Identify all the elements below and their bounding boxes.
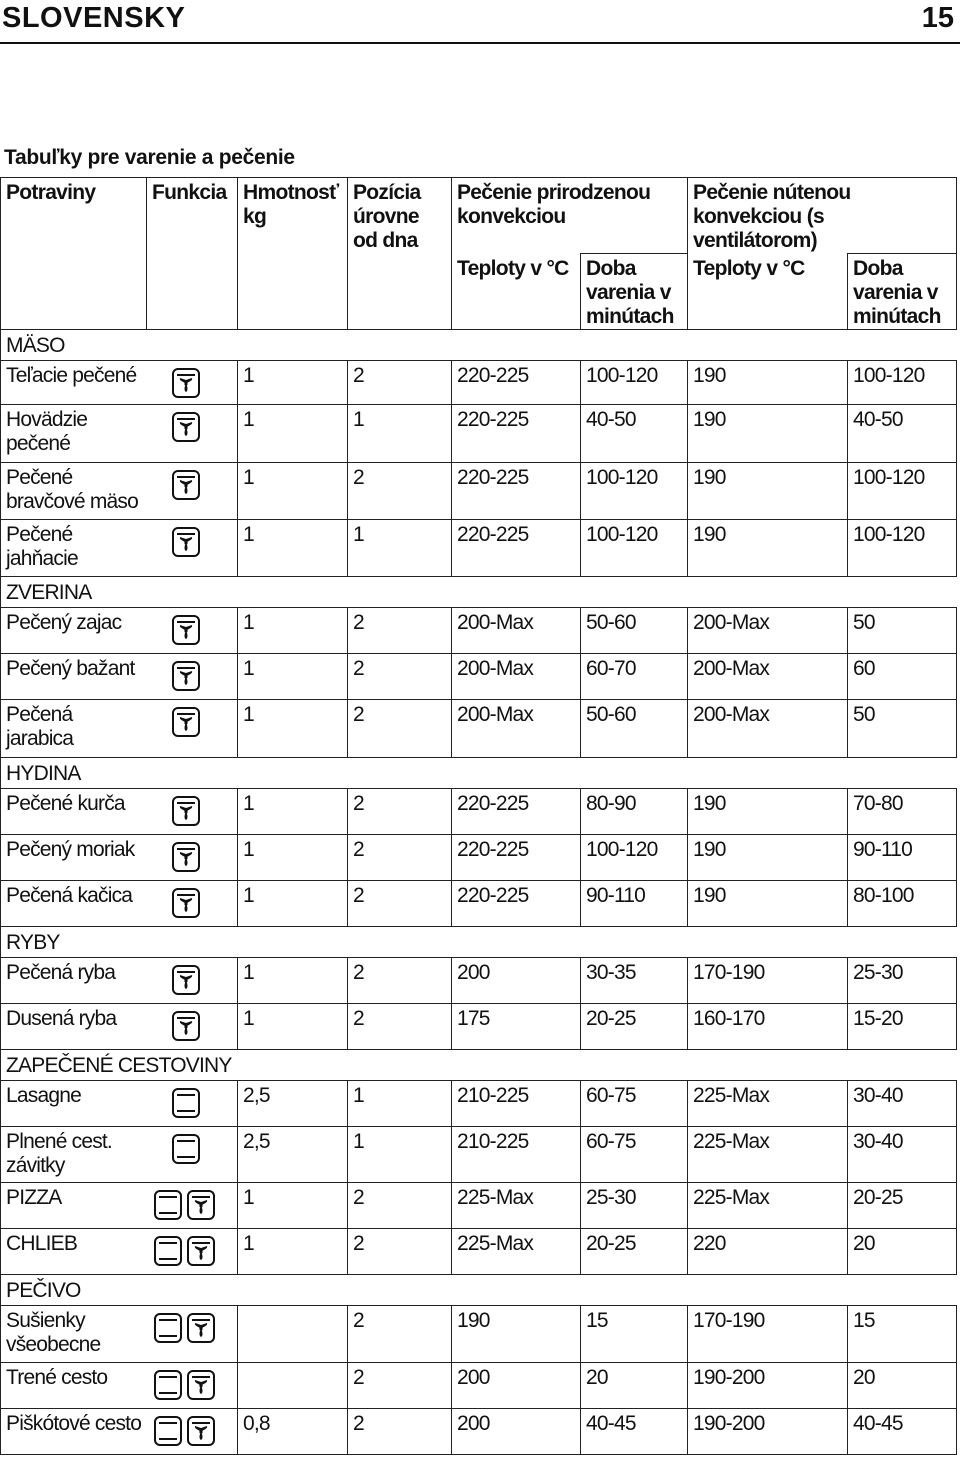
category-label: MÄSO xyxy=(1,330,957,361)
fan-oven-icon xyxy=(171,964,201,996)
table-row xyxy=(1,405,957,463)
food-name: Trené cesto xyxy=(1,1363,147,1409)
forced-temp-value: 190 xyxy=(688,789,848,835)
table-row xyxy=(1,1409,957,1455)
natural-temp-value: 210-225 xyxy=(452,1081,581,1127)
level-value: 1 xyxy=(348,1081,452,1127)
natural-time-value: 100-120 xyxy=(581,361,688,405)
fan-oven-icon xyxy=(171,706,201,738)
forced-time-value: 100-120 xyxy=(848,361,957,405)
natural-time-value: 40-50 xyxy=(581,405,688,463)
natural-temp-value: 225-Max xyxy=(452,1183,581,1229)
function-icons xyxy=(147,700,238,758)
natural-temp-value: 210-225 xyxy=(452,1127,581,1183)
weight-value: 1 xyxy=(238,881,348,927)
fan-oven-icon xyxy=(186,1312,216,1344)
function-icons xyxy=(147,654,238,700)
level-value: 2 xyxy=(348,1229,452,1275)
food-name: Pečený zajac xyxy=(1,608,147,654)
natural-temp-value: 220-225 xyxy=(452,463,581,520)
food-name: Hovädzie pečené xyxy=(1,405,147,463)
category-row xyxy=(1,330,957,361)
natural-time-value: 100-120 xyxy=(581,520,688,577)
category-label: PEČIVO xyxy=(1,1275,957,1306)
level-value: 2 xyxy=(348,1183,452,1229)
natural-temp-value: 200 xyxy=(452,1409,581,1455)
category-row xyxy=(1,577,957,608)
forced-time-value: 30-40 xyxy=(848,1081,957,1127)
table-row xyxy=(1,1081,957,1127)
food-name: Pečené jahňacie xyxy=(1,520,147,577)
natural-time-value: 40-45 xyxy=(581,1409,688,1455)
weight-value: 0,8 xyxy=(238,1409,348,1455)
top-bottom-heat-icon xyxy=(153,1189,183,1221)
function-icons xyxy=(147,608,238,654)
level-value: 2 xyxy=(348,1409,452,1455)
natural-temp-value: 200 xyxy=(452,1363,581,1409)
page-number: 15 xyxy=(921,2,954,34)
forced-temp-value: 225-Max xyxy=(688,1127,848,1183)
weight-value: 1 xyxy=(238,789,348,835)
natural-time-value: 60-75 xyxy=(581,1127,688,1183)
table-row xyxy=(1,463,957,520)
table-row xyxy=(1,958,957,1004)
level-value: 2 xyxy=(348,958,452,1004)
forced-temp-value: 190-200 xyxy=(688,1409,848,1455)
category-label: ZVERINA xyxy=(1,577,957,608)
natural-time-value: 60-75 xyxy=(581,1081,688,1127)
food-name: CHLIEB xyxy=(1,1229,147,1275)
forced-temp-value: 225-Max xyxy=(688,1183,848,1229)
natural-temp-value: 175 xyxy=(452,1004,581,1050)
food-name: Pečené kurča xyxy=(1,789,147,835)
table-row xyxy=(1,520,957,577)
top-bottom-heat-icon xyxy=(153,1312,183,1344)
food-name: Pečená ryba xyxy=(1,958,147,1004)
natural-time-value: 50-60 xyxy=(581,608,688,654)
function-icons xyxy=(147,1183,238,1229)
forced-temp-value: 190 xyxy=(688,405,848,463)
weight-value: 1 xyxy=(238,463,348,520)
fan-oven-icon xyxy=(186,1415,216,1447)
forced-time-value: 20 xyxy=(848,1229,957,1275)
function-icons xyxy=(147,520,238,577)
table-row xyxy=(1,1183,957,1229)
function-icons xyxy=(147,1081,238,1127)
forced-time-value: 15-20 xyxy=(848,1004,957,1050)
fan-oven-icon xyxy=(171,367,201,399)
natural-temp-value: 190 xyxy=(452,1306,581,1363)
natural-temp-value: 200 xyxy=(452,958,581,1004)
header-rule xyxy=(0,42,960,44)
natural-time-value: 80-90 xyxy=(581,789,688,835)
level-value: 1 xyxy=(348,1127,452,1183)
forced-time-value: 25-30 xyxy=(848,958,957,1004)
food-name: Lasagne xyxy=(1,1081,147,1127)
forced-temp-value: 220 xyxy=(688,1229,848,1275)
forced-time-value: 100-120 xyxy=(848,520,957,577)
natural-temp-value: 225-Max xyxy=(452,1229,581,1275)
natural-temp-value: 220-225 xyxy=(452,405,581,463)
forced-time-value: 30-40 xyxy=(848,1127,957,1183)
fan-oven-icon xyxy=(171,614,201,646)
forced-time-value: 80-100 xyxy=(848,881,957,927)
forced-temp-value: 190 xyxy=(688,361,848,405)
natural-time-value: 50-60 xyxy=(581,700,688,758)
natural-temp-value: 220-225 xyxy=(452,361,581,405)
natural-time-value: 30-35 xyxy=(581,958,688,1004)
forced-time-value: 100-120 xyxy=(848,463,957,520)
food-name: PIZZA xyxy=(1,1183,147,1229)
function-icons xyxy=(147,835,238,881)
level-value: 2 xyxy=(348,835,452,881)
level-value: 1 xyxy=(348,405,452,463)
natural-time-value: 25-30 xyxy=(581,1183,688,1229)
weight-value: 1 xyxy=(238,608,348,654)
table-row xyxy=(1,789,957,835)
level-value: 2 xyxy=(348,881,452,927)
top-bottom-heat-icon xyxy=(153,1235,183,1267)
natural-temp-value: 200-Max xyxy=(452,608,581,654)
weight-value: 1 xyxy=(238,958,348,1004)
fan-oven-icon xyxy=(186,1369,216,1401)
category-row xyxy=(1,1275,957,1306)
weight-value: 1 xyxy=(238,835,348,881)
table-body xyxy=(1,330,957,1455)
fan-oven-icon xyxy=(186,1189,216,1221)
natural-temp-value: 220-225 xyxy=(452,789,581,835)
level-value: 2 xyxy=(348,789,452,835)
weight-value: 1 xyxy=(238,1004,348,1050)
food-name: Pečená kačica xyxy=(1,881,147,927)
weight-value: 1 xyxy=(238,654,348,700)
level-value: 2 xyxy=(348,654,452,700)
natural-time-value: 20 xyxy=(581,1363,688,1409)
table-row xyxy=(1,361,957,405)
function-icons xyxy=(147,1004,238,1050)
weight-value: 2,5 xyxy=(238,1127,348,1183)
fan-oven-icon xyxy=(171,411,201,443)
forced-time-value: 50 xyxy=(848,700,957,758)
weight-value: 1 xyxy=(238,405,348,463)
weight-value xyxy=(238,1363,348,1409)
food-name: Pečená jarabica xyxy=(1,700,147,758)
section-title: Tabuľky pre varenie a pečenie xyxy=(4,146,295,169)
table-row xyxy=(1,1004,957,1050)
natural-time-value: 100-120 xyxy=(581,835,688,881)
natural-temp-value: 200-Max xyxy=(452,654,581,700)
forced-temp-value: 190 xyxy=(688,835,848,881)
top-bottom-heat-icon xyxy=(171,1133,201,1165)
function-icons xyxy=(147,405,238,463)
level-value: 1 xyxy=(348,520,452,577)
forced-temp-value: 225-Max xyxy=(688,1081,848,1127)
table-row xyxy=(1,1229,957,1275)
forced-time-value: 60 xyxy=(848,654,957,700)
fan-oven-icon xyxy=(171,841,201,873)
category-label: ZAPEČENÉ CESTOVINY xyxy=(1,1050,957,1081)
category-row xyxy=(1,1050,957,1081)
col-header-natural-time: Doba varenia v minútach xyxy=(581,254,688,330)
fan-oven-icon xyxy=(171,469,201,501)
weight-value: 1 xyxy=(238,361,348,405)
food-name: Piškótové cesto xyxy=(1,1409,147,1455)
document-language-header: SLOVENSKY xyxy=(2,2,186,34)
forced-time-value: 40-45 xyxy=(848,1409,957,1455)
level-value: 2 xyxy=(348,700,452,758)
function-icons xyxy=(147,958,238,1004)
natural-time-value: 20-25 xyxy=(581,1004,688,1050)
table-row xyxy=(1,1127,957,1183)
function-icons xyxy=(147,1306,238,1363)
table-row xyxy=(1,881,957,927)
weight-value: 2,5 xyxy=(238,1081,348,1127)
natural-time-value: 100-120 xyxy=(581,463,688,520)
forced-temp-value: 190 xyxy=(688,520,848,577)
table-header-row xyxy=(1,178,957,254)
natural-time-value: 15 xyxy=(581,1306,688,1363)
forced-time-value: 40-50 xyxy=(848,405,957,463)
natural-time-value: 60-70 xyxy=(581,654,688,700)
col-header-natural-convection: Pečenie prirodzenou konvekciou xyxy=(452,178,688,254)
category-label: RYBY xyxy=(1,927,957,958)
top-bottom-heat-icon xyxy=(153,1415,183,1447)
col-header-weight: Hmotnosť kg xyxy=(238,178,348,330)
fan-oven-icon xyxy=(186,1235,216,1267)
level-value: 2 xyxy=(348,1363,452,1409)
top-bottom-heat-icon xyxy=(153,1369,183,1401)
level-value: 2 xyxy=(348,463,452,520)
natural-temp-value: 200-Max xyxy=(452,700,581,758)
level-value: 2 xyxy=(348,608,452,654)
category-row xyxy=(1,927,957,958)
function-icons xyxy=(147,1409,238,1455)
forced-temp-value: 200-Max xyxy=(688,608,848,654)
forced-temp-value: 190 xyxy=(688,881,848,927)
fan-oven-icon xyxy=(171,795,201,827)
table-row xyxy=(1,1363,957,1409)
natural-time-value: 90-110 xyxy=(581,881,688,927)
function-icons xyxy=(147,1127,238,1183)
col-header-food: Potraviny xyxy=(1,178,147,330)
level-value: 2 xyxy=(348,1306,452,1363)
fan-oven-icon xyxy=(171,660,201,692)
category-label: HYDINA xyxy=(1,758,957,789)
forced-time-value: 20-25 xyxy=(848,1183,957,1229)
top-bottom-heat-icon xyxy=(171,1087,201,1119)
forced-temp-value: 200-Max xyxy=(688,700,848,758)
forced-temp-value: 160-170 xyxy=(688,1004,848,1050)
natural-time-value: 20-25 xyxy=(581,1229,688,1275)
col-header-forced-time: Doba varenia v minútach xyxy=(848,254,957,330)
category-row xyxy=(1,758,957,789)
level-value: 2 xyxy=(348,1004,452,1050)
food-name: Plnené cest. závitky xyxy=(1,1127,147,1183)
weight-value: 1 xyxy=(238,700,348,758)
forced-time-value: 20 xyxy=(848,1363,957,1409)
function-icons xyxy=(147,789,238,835)
table-row xyxy=(1,1306,957,1363)
weight-value xyxy=(238,1306,348,1363)
fan-oven-icon xyxy=(171,887,201,919)
forced-temp-value: 190-200 xyxy=(688,1363,848,1409)
natural-temp-value: 220-225 xyxy=(452,881,581,927)
fan-oven-icon xyxy=(171,1010,201,1042)
col-header-function: Funkcia xyxy=(147,178,238,330)
table-row xyxy=(1,835,957,881)
natural-temp-value: 220-225 xyxy=(452,835,581,881)
weight-value: 1 xyxy=(238,520,348,577)
col-header-forced-convection: Pečenie nútenou konvekciou (s ventilátorom) xyxy=(688,178,957,254)
function-icons xyxy=(147,1229,238,1275)
forced-time-value: 50 xyxy=(848,608,957,654)
cooking-table xyxy=(0,177,957,1455)
function-icons xyxy=(147,361,238,405)
col-header-level: Pozícia úrovne od dna xyxy=(348,178,452,330)
table-row xyxy=(1,608,957,654)
level-value: 2 xyxy=(348,361,452,405)
forced-time-value: 70-80 xyxy=(848,789,957,835)
function-icons xyxy=(147,463,238,520)
food-name: Sušienky všeobecne xyxy=(1,1306,147,1363)
natural-temp-value: 220-225 xyxy=(452,520,581,577)
forced-time-value: 15 xyxy=(848,1306,957,1363)
fan-oven-icon xyxy=(171,526,201,558)
col-header-forced-temp: Teploty v °C xyxy=(688,254,848,330)
function-icons xyxy=(147,881,238,927)
table-row xyxy=(1,700,957,758)
table-row xyxy=(1,654,957,700)
forced-temp-value: 170-190 xyxy=(688,1306,848,1363)
function-icons xyxy=(147,1363,238,1409)
food-name: Teľacie pečené xyxy=(1,361,147,405)
weight-value: 1 xyxy=(238,1183,348,1229)
food-name: Dusená ryba xyxy=(1,1004,147,1050)
food-name: Pečený bažant xyxy=(1,654,147,700)
col-header-natural-temp: Teploty v °C xyxy=(452,254,581,330)
forced-time-value: 90-110 xyxy=(848,835,957,881)
weight-value: 1 xyxy=(238,1229,348,1275)
forced-temp-value: 170-190 xyxy=(688,958,848,1004)
food-name: Pečené bravčové mäso xyxy=(1,463,147,520)
forced-temp-value: 190 xyxy=(688,463,848,520)
food-name: Pečený moriak xyxy=(1,835,147,881)
forced-temp-value: 200-Max xyxy=(688,654,848,700)
